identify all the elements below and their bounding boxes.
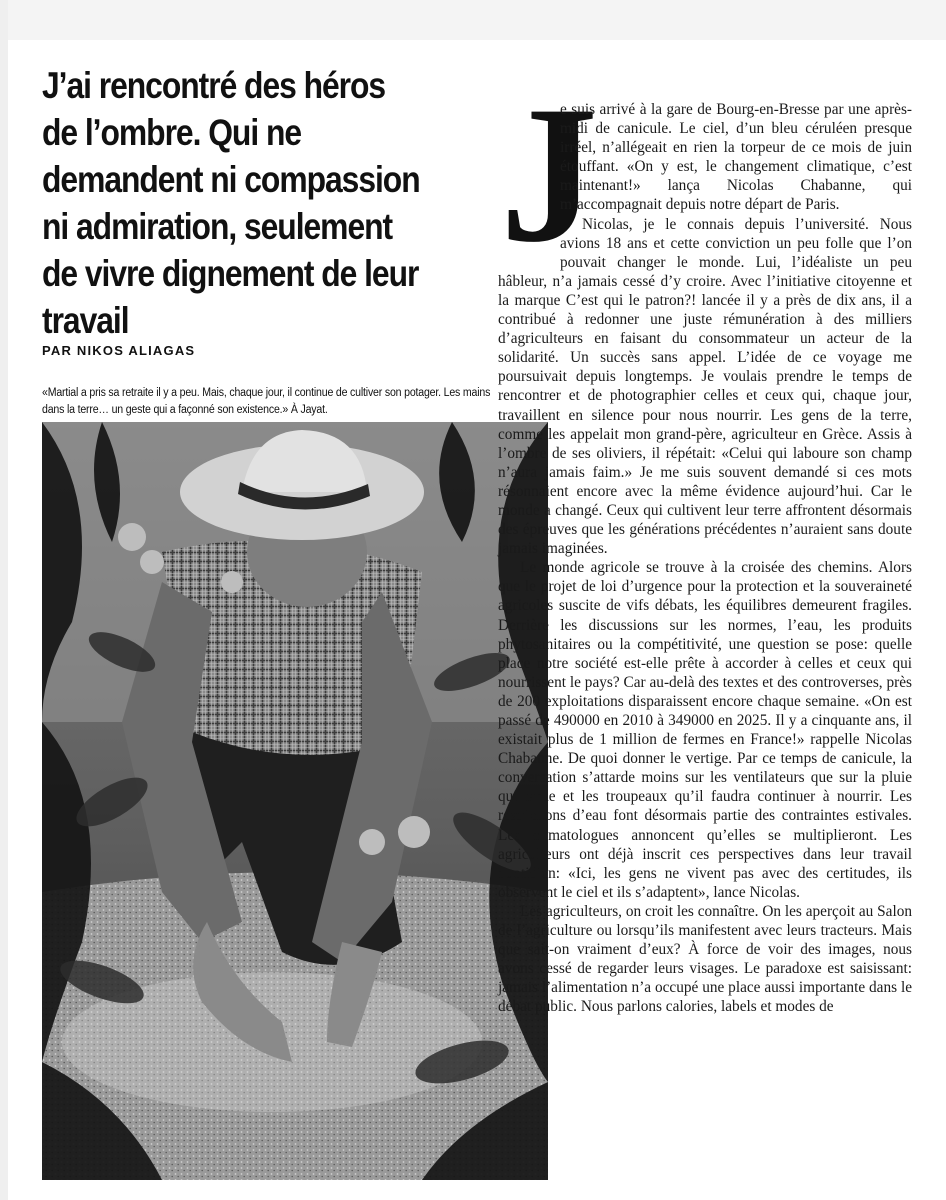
- paragraph-4: Les agriculteurs, on croit les connaître. On les aperçoit au Salon de l’agriculture ou lorsqu’ils manifestent avec leurs tracteurs. Mais que sait-on vraiment d’eux? À force de voir des images, nous avons cessé de regarder leurs visages. Le paradoxe est saisissant: jamais l’alimentation n’a occupé une place aussi importante dans le débat public. Nous parlons calories, labels et modes de: [498, 902, 912, 1016]
- paragraph-1: e suis arrivé à la gare de Bourg-en-Bresse par une après-midi de canicule. Le ciel, d’un bleu céruléen presque irréel, n’allégeait en rien la torpeur de ce mois de juin étouffant. «On y est, le changement climatique, c’est maintenant!» lança Nicolas Chabanne, qui m’accompagnait depuis notre départ de Paris.: [560, 101, 912, 214]
- farmer-photo: [42, 422, 548, 1180]
- paragraph-2: Nicolas, je le connais depuis l’université. Nous avions 18 ans et cette conviction un peu folle que l’on pouvait changer le monde. Lui, l’idéaliste un peu hâbleur, n’a jamais cessé d’y croire. Avec l’initiative citoyenne et la marque C’est qui le patron?! lancée il y a près de dix ans, il a contribué à redonner une juste rémunération à des milliers d’agriculteurs en faisant du consommateur un acteur de la solidarité. Un succès sans appel. L’idée de ce voyage me poursuivait depuis longtemps. Je voulais prendre le temps de rencontrer et de photographier celles et ceux qui, chaque jour, travaillent en silence pour nous nourrir. Les gens de la terre, comme les appelait mon grand-père, agriculteur en Grèce. Assis à l’ombre de ses oliviers, il répétait: «Celui qui laboure son champ n’aura jamais faim.» Je me suis souvent demandé si ces mots résonnaient encore avec la même évidence aujourd’hui. Car le monde a changé. Ceux qui cultivent leur terre affrontent désormais des épreuves que les générations précédentes n’auraient sans doute jamais imaginées.: [498, 215, 912, 558]
- page-top-margin: [0, 0, 946, 40]
- article-body: [498, 66, 912, 1017]
- drop-cap: J: [500, 66, 598, 283]
- article-headline: J’ai rencontré des héros de l’ombre. Qui ne demandent ni compassion ni admiration, seulement de vivre dignement de leur travail: [42, 65, 420, 341]
- page-left-edge: [0, 0, 8, 1200]
- paragraph-3: Le monde agricole se trouve à la croisée des chemins. Alors que le projet de loi d’urgence pour la protection et la souveraineté agricoles suscite de vifs débats, les équilibres demeurent fragiles. Derrière les discussions sur les normes, l’eau, les produits phytosanitaires ou la compétitivité, une question se pose: quelle place notre société est-elle prête à accorder à celles et ceux qui nourrissent le pays? Car au-delà des textes et des controverses, près de 200 exploitations disparaissent encore chaque semaine. «On est passé de 490000 en 2010 à 349000 en 2025. Il y a cinquante ans, il existait plus de 1 million de fermes en France!» rappelle Nicolas Chabanne. De quoi donner le vertige. Par ce temps de canicule, la conversation s’attarde moins sur les ventilateurs que sur la pluie qui tarde et les troupeaux qu’il faudra continuer à nourrir. Les restrictions d’eau font désormais partie des contraintes estivales. Les climatologues annoncent qu’elles se multiplieront. Les agriculteurs ont déjà inscrit ces perspectives dans leur travail quotidien: «Ici, les gens ne vivent pas avec des certitudes, ils observent le ciel et ils s’adaptent», lance Nicolas.: [498, 559, 912, 901]
- article-byline: PAR NIKOS ALIAGAS: [42, 343, 196, 358]
- photo-caption: «Martial a pris sa retraite il y a peu. Mais, chaque jour, il continue de cultiver son potager. Les mains dans la terre… un geste qui a façonné son existence.» À Jayat.: [42, 387, 491, 416]
- drop-cap-space: [498, 102, 554, 256]
- farmer-photo-image: [42, 422, 548, 1180]
